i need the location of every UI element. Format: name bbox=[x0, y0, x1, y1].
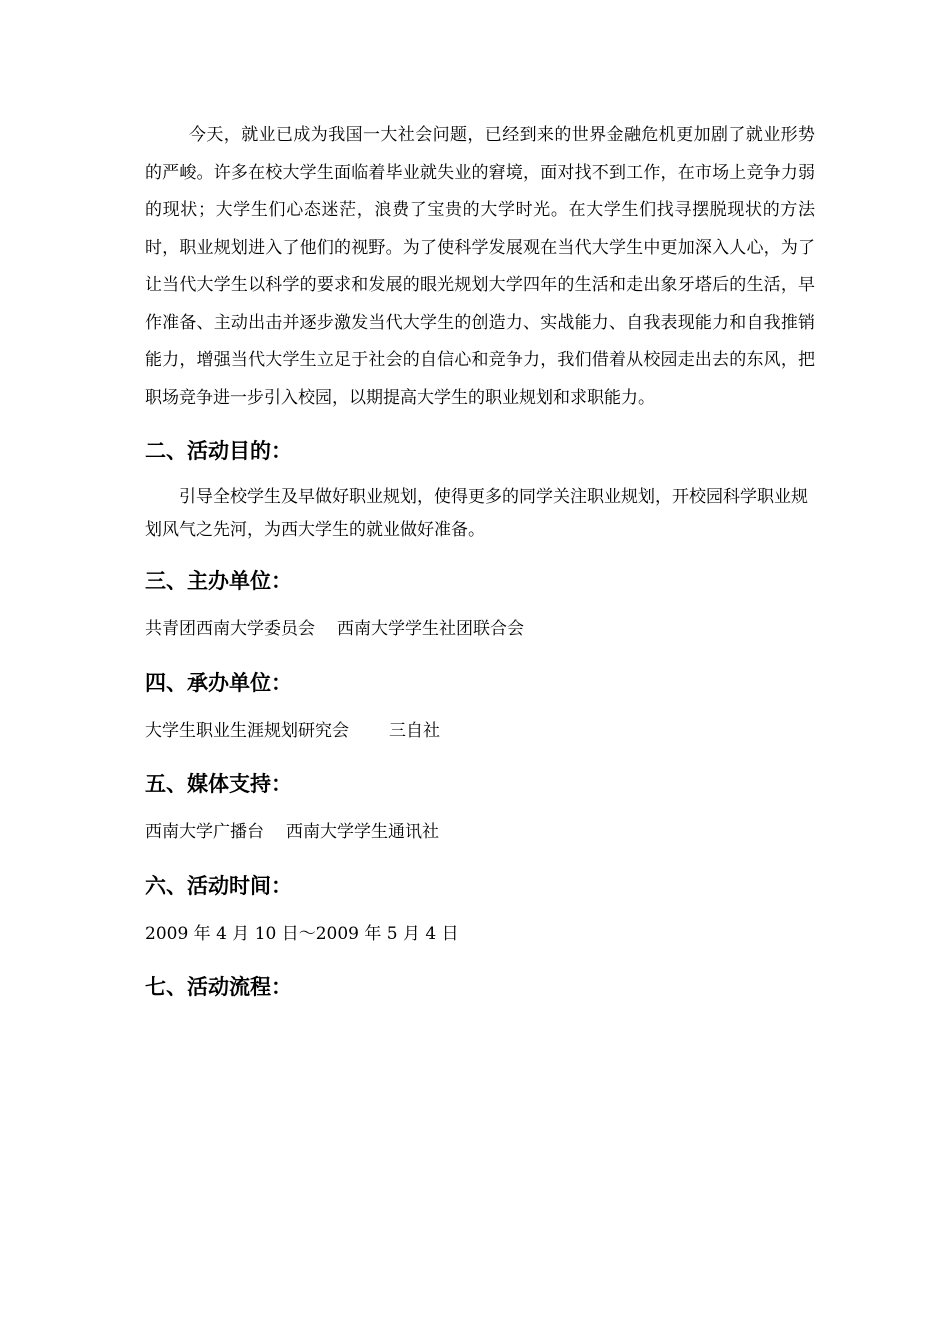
organizer-item-2: 三自社 bbox=[389, 720, 440, 741]
section-heading-media: 五、媒体支持： bbox=[145, 772, 292, 796]
sponsor-item-1: 共青团西南大学委员会 bbox=[145, 619, 315, 639]
section-heading-time: 六、活动时间： bbox=[145, 873, 292, 898]
purpose-paragraph: 引导全校学生及早做好职业规划，使得更多的同学关注职业规划，开校园科学职业规划风气之先河，为西大学生的就业做好准备。 bbox=[145, 487, 808, 540]
media-line bbox=[145, 814, 815, 852]
media-item-2: 西南大学学生通讯社 bbox=[286, 822, 439, 842]
time-line: 2009 年 4 月 10 日～2009 年 5 月 4 日 bbox=[145, 923, 459, 944]
organizer-item-1: 大学生职业生涯规划研究会 bbox=[145, 720, 349, 741]
media-item-1: 西南大学广播台 bbox=[145, 822, 264, 842]
intro-paragraph: 今天，就业已成为我国一大社会问题，已经到来的世界金融危机更加剧了就业形势的严峻。许多在校大学生面临着毕业就失业的窘境，面对找不到工作，在市场上竞争力弱的现状；大学生们心态迷茫，浪费了宝贵的大学时光。在大学生们找寻摆脱现状的方法时，职业规划进入了他们的视野。为了使科学发展观在当代大学生中更加深入人心，为了让当代大学生以科学的要求和发展的眼光规划大学四年的生活和走出象牙塔后的生活，早作准备、主动出击并逐步激发当代大学生的创造力、实战能力、自我表现能力和自我推销能力，增强当代大学生立足于社会的自信心和竞争力，我们借着从校园走出去的东风，把职场竞争进一步引入校园，以期提高大学生的职业规划和求职能力。 bbox=[145, 125, 815, 408]
sponsor-line bbox=[145, 611, 815, 649]
section-heading-purpose: 二、活动目的： bbox=[145, 439, 292, 463]
section-heading-process: 七、活动流程： bbox=[145, 975, 292, 999]
sponsor-item-2: 西南大学学生社团联合会 bbox=[337, 619, 524, 639]
section-heading-sponsor: 三、主办单位： bbox=[145, 569, 292, 593]
document-body bbox=[145, 117, 815, 1017]
section-heading-organizer: 四、承办单位： bbox=[145, 670, 292, 695]
organizer-line bbox=[145, 713, 815, 751]
